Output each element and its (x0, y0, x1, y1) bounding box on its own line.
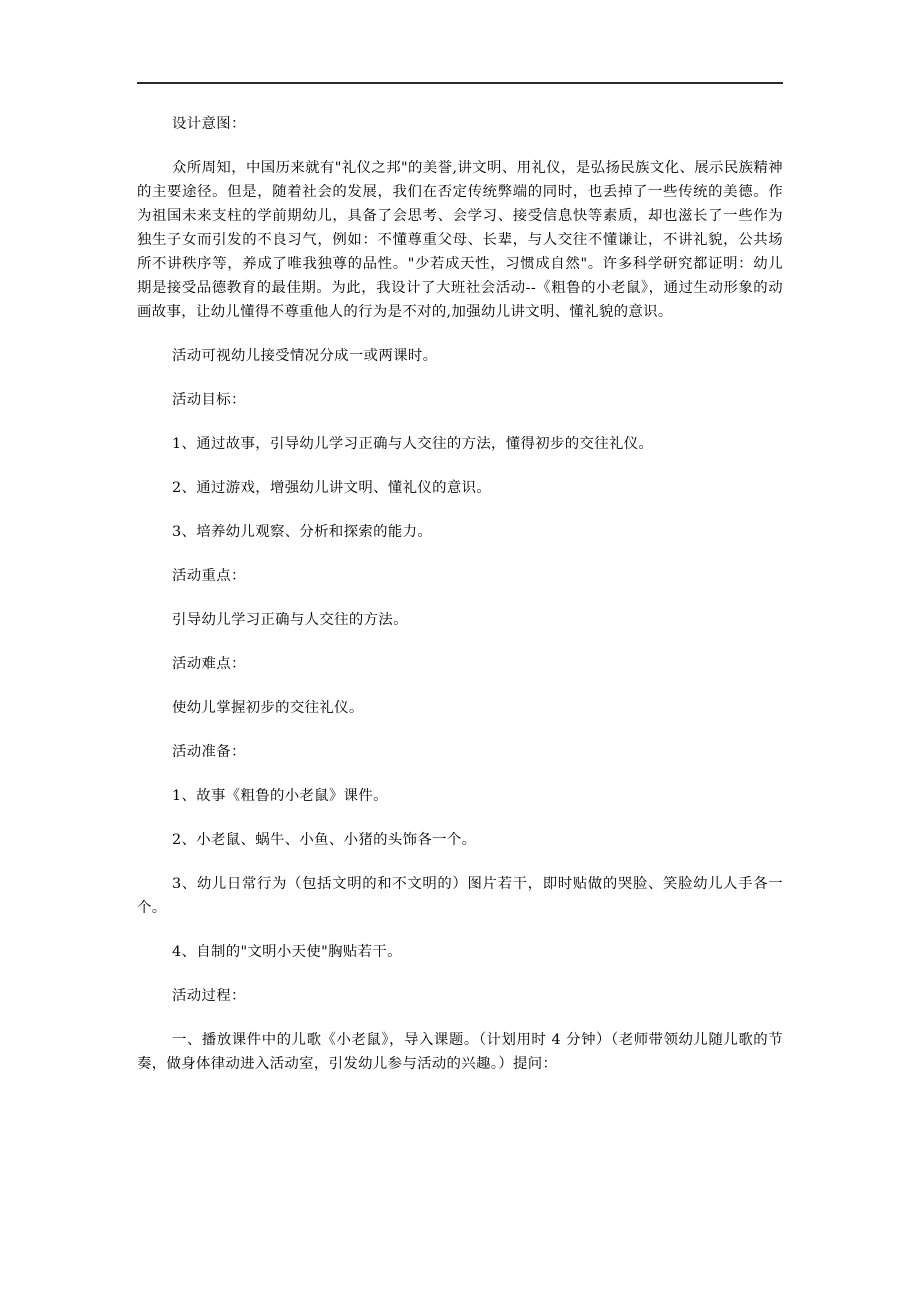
difficulty-body: 使幼儿掌握初步的交往礼仪。 (172, 700, 364, 716)
key-points-body: 引导幼儿学习正确与人交往的方法。 (172, 612, 408, 628)
lesson-count-note: 活动可视幼儿接受情况分成一或两课时。 (172, 348, 438, 364)
goal-item-1: 1、通过故事，引导幼儿学习正确与人交往的方法，懂得初步的交往礼仪。 (172, 436, 654, 452)
preparation-heading: 活动准备： (172, 744, 246, 760)
design-intent-paragraph: 众所周知，中国历来就有"礼仪之邦"的美誉,讲文明、用礼仪，是弘扬民族文化、展示民族精神的主要途径。但是，随着社会的发展，我们在否定传统弊端的同时，也丢掉了一些传统的美德。作为祖国未来支柱的学前期幼儿，具备了会思考、会学习、接受信息快等素质，却也滋长了一些作为独生子女而引发的不良习气，例如：不懂尊重父母、长辈，与人交往不懂谦让，不讲礼貌，公共场所不讲秩序等，养成了唯我独尊的品性。"少若成天性，习惯成自然"。许多科学研究都证明：幼儿期是接受品德教育的最佳期。为此，我设计了大班社会活动--《粗鲁的小老鼠》，通过生动形象的动画故事，让幼儿懂得不尊重他人的行为是不对的,加强幼儿讲文明、懂礼貌的意识。 (137, 160, 783, 320)
goal-item-2: 2、通过游戏，增强幼儿讲文明、懂礼仪的意识。 (172, 480, 492, 496)
header-rule-divider (137, 82, 783, 84)
preparation-item-1: 1、故事《粗鲁的小老鼠》课件。 (172, 788, 388, 804)
goal-item-3: 3、培养幼儿观察、分析和探索的能力。 (172, 524, 433, 540)
preparation-item-2: 2、小老鼠、蜗牛、小鱼、小猪的头饰各一个。 (172, 832, 477, 848)
difficulty-heading: 活动难点： (172, 656, 246, 672)
goals-heading: 活动目标： (172, 392, 246, 408)
process-heading: 活动过程： (172, 988, 246, 1004)
document-body (137, 112, 783, 1096)
preparation-item-4: 4、自制的"文明小天使"胸贴若干。 (172, 944, 402, 960)
preparation-item-3: 3、幼儿日常行为（包括文明的和不文明的）图片若干，即时贴做的哭脸、笑脸幼儿人手各一个。 (137, 876, 783, 916)
process-step-1: 一、播放课件中的儿歌《小老鼠》，导入课题。（计划用时 4 分钟）（老师带领幼儿随儿歌的节奏，做身体律动进入活动室，引发幼儿参与活动的兴趣。）提问： (137, 1032, 783, 1072)
key-points-heading: 活动重点： (172, 568, 246, 584)
design-intent-heading: 设计意图： (172, 116, 246, 132)
